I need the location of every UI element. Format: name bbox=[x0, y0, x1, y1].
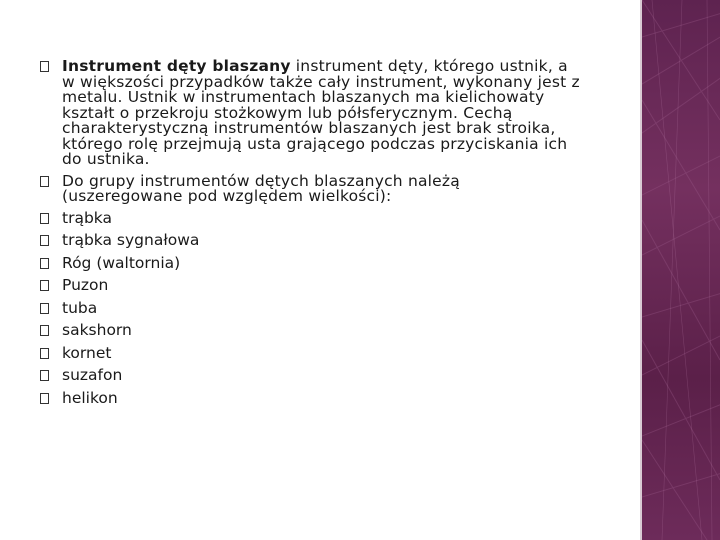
bullet-item bbox=[40, 233, 580, 249]
bullet-box-icon bbox=[40, 348, 49, 359]
slide-content bbox=[40, 59, 580, 413]
term-bold: Instrument dęty blaszany bbox=[62, 57, 291, 75]
bullet-item bbox=[40, 278, 580, 294]
bullet-item bbox=[40, 253, 580, 272]
bullet-item bbox=[40, 343, 580, 362]
bullet-box-icon bbox=[40, 280, 49, 291]
sidebar-pattern bbox=[642, 0, 720, 540]
instrument-name: trąbka sygnałowa bbox=[62, 231, 200, 249]
instrument-name: sakshorn bbox=[62, 321, 132, 339]
bullet-box-icon bbox=[40, 258, 49, 269]
decorative-sidebar bbox=[640, 0, 720, 540]
instrument-name: helikon bbox=[62, 388, 118, 407]
bullet-list bbox=[40, 59, 580, 406]
bullet-item bbox=[40, 298, 580, 317]
bullet-item bbox=[40, 208, 580, 227]
bullet-box-icon bbox=[40, 303, 49, 314]
bullet-box-icon bbox=[40, 176, 49, 187]
bullet-box-icon bbox=[40, 325, 49, 336]
bullet-item bbox=[40, 368, 580, 384]
bullet-box-icon bbox=[40, 393, 49, 404]
instrument-name: kornet bbox=[62, 343, 112, 362]
intro-text: Do grupy instrumentów dętych blaszanych należą (uszeregowane pod względem wielkości): bbox=[62, 171, 460, 205]
bullet-item bbox=[40, 323, 580, 339]
bullet-box-icon bbox=[40, 235, 49, 246]
instrument-name: Róg (waltornia) bbox=[62, 253, 181, 272]
instrument-name: Puzon bbox=[62, 276, 109, 294]
bullet-box-icon bbox=[40, 370, 49, 381]
instrument-name: trąbka bbox=[62, 208, 112, 227]
instrument-name: tuba bbox=[62, 298, 98, 317]
definition-text: instrument dęty, którego ustnik, a w większości przypadków także cały instrument, wykonany jest z metalu. Ustnik w instrumentach blaszanych ma kielichowaty kształt o przekroju stożkowym lub półsferycznym. Cechą charakterystyczną instrumentów blaszanych jest brak stroika, którego rolę przejmują usta grającego podczas przyciskania ich do ustnika. bbox=[62, 57, 580, 168]
bullet-item-intro bbox=[40, 171, 580, 205]
bullet-item bbox=[40, 388, 580, 407]
bullet-box-icon bbox=[40, 61, 49, 72]
bullet-item-definition bbox=[40, 59, 580, 168]
bullet-box-icon bbox=[40, 213, 49, 224]
instrument-name: suzafon bbox=[62, 366, 123, 384]
